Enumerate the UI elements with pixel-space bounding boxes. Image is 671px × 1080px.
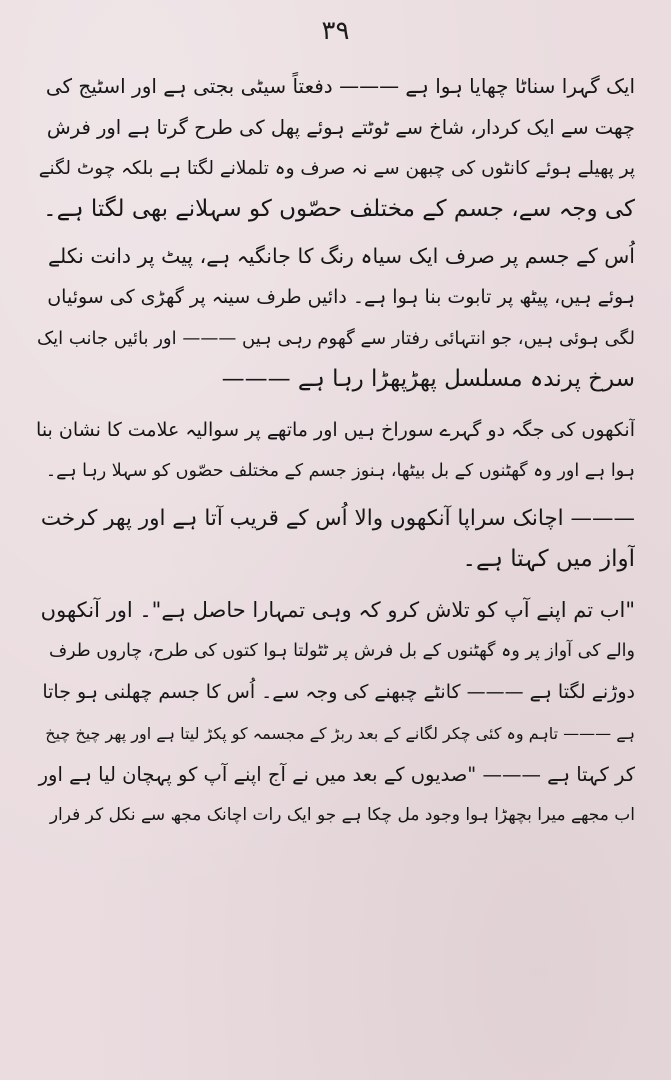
text-line: ——— اچانک سراپا آنکھوں والا اُس کے قریب آتا ہے اور پھر کرخت <box>40 506 635 531</box>
page-body-text <box>36 66 635 836</box>
text-line: ہوا ہے اور وہ گھٹنوں کے بل بیٹھا، ہنوز جسم کے مختلف حصّوں کو سہلا رہا ہے۔ <box>45 461 635 481</box>
text-line: ایک گہرا سناٹا چھایا ہوا ہے ——— دفعتاً سیٹی بجتی ہے اور اسٹیج کی <box>45 74 635 98</box>
text-line: والے کی آواز پر وہ گھٹنوں کے بل فرش پر ٹٹولتا ہوا کتوں کی طرح، چاروں طرف <box>48 641 635 661</box>
text-line: کی وجہ سے، جسم کے مختلف حصّوں کو سہلانے بھی لگتا ہے۔ <box>43 196 635 222</box>
text-line: سرخ پرندہ مسلسل پھڑپھڑا رہا ہے ——— <box>221 366 635 392</box>
text-line: "اب تم اپنے آپ کو تلاش کرو کہ وہی تمہارا حاصل ہے"۔ اور آنکھوں <box>40 598 635 622</box>
text-line: پر پھیلے ہوئے کانٹوں کی چبھن سے نہ صرف وہ تلملانے لگتا ہے بلکہ چوٹ لگنے <box>38 158 635 179</box>
page-number: ۳۹ <box>321 16 350 46</box>
text-line: اُس کے جسم پر صرف ایک سیاہ رنگ کا جانگیہ ہے، پیٹ پر دانت نکلے <box>48 244 635 268</box>
text-line: لگی ہوئی ہیں، جو انتہائی رفتار سے گھوم رہی ہیں ——— اور بائیں جانب ایک <box>37 328 635 349</box>
text-line: کر کہتا ہے ——— "صدیوں کے بعد میں نے آج اپنے آپ کو پہچان لیا ہے اور <box>38 763 635 786</box>
text-line: چھت سے ایک کردار، شاخ سے ٹوٹتے ہوئے پھل کی طرح گرتا ہے اور فرش <box>46 116 635 139</box>
text-line: آواز میں کہتا ہے۔ <box>462 546 635 572</box>
text-line: دوڑنے لگتا ہے ——— کانٹے چبھنے کی وجہ سے۔ اُس کا جسم چھلنی ہو جاتا <box>42 681 635 703</box>
text-line: ہوئے ہیں، پیٹھ پر تابوت بنا ہوا ہے۔ دائیں طرف سینہ پر گھڑی کی سوئیاں <box>47 286 635 308</box>
text-line: ہے ——— تاہم وہ کئی چکر لگانے کے بعد ربڑ کے مجسمہ کو پکڑ لیتا ہے اور پھر چیخ چیخ <box>45 724 635 743</box>
text-line: اب مجھے میرا بچھڑا ہوا وجود مل چکا ہے جو ایک رات اچانک مجھ سے نکل کر فرار <box>49 805 635 825</box>
text-line: آنکھوں کی جگہ دو گہرے سوراخ ہیں اور ماتھے پر سوالیہ علامت کا نشان بنا <box>36 419 635 441</box>
